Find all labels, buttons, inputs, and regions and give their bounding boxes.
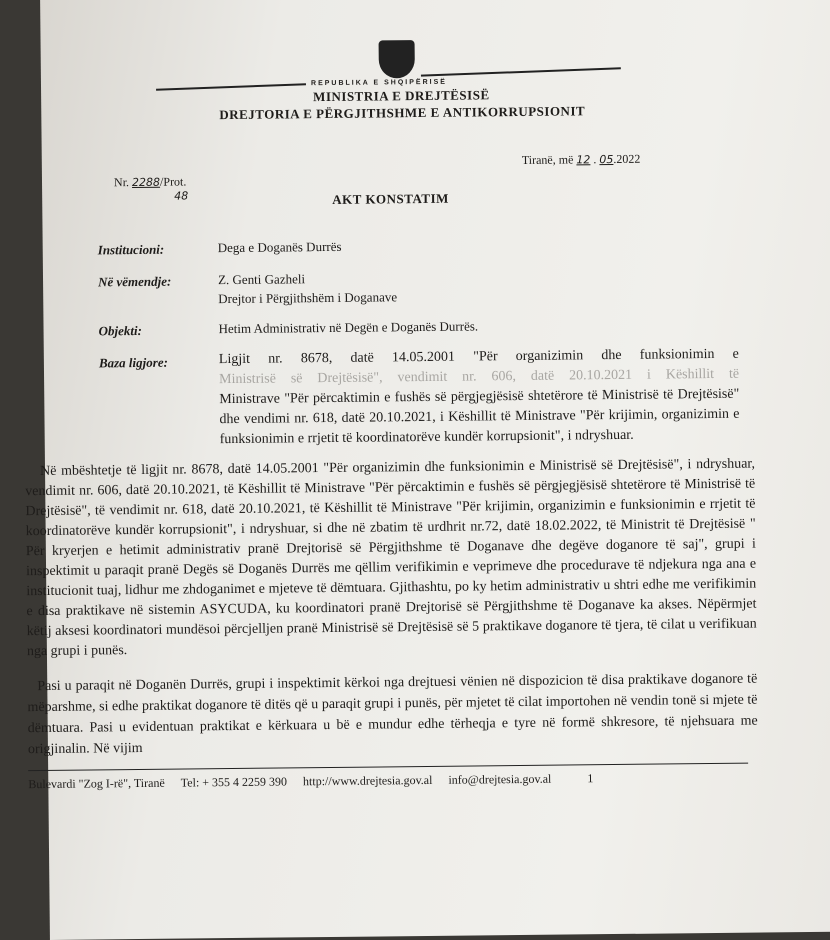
page-number: 1: [587, 771, 594, 786]
ministry-name: MINISTRIA E DREJTËSISË: [313, 87, 490, 105]
field-value-attention-title: Drejtor i Përgjithshëm i Doganave: [218, 289, 398, 307]
date-year: .2022: [613, 151, 641, 167]
field-value-attention-name: Z. Genti Gazheli: [217, 271, 306, 288]
directorate-name: DREJTORIA E PËRGJITHSHME E ANTIKORRUPSIONIT: [219, 103, 586, 123]
legal-basis-label: Baza ligjore:: [98, 354, 168, 371]
legal-basis: [24, 345, 755, 453]
header-rule-left: [156, 83, 306, 90]
legal-basis-line1: Ligjit nr. 8678, datë 14.05.2001 "Për organizimin dhe funksionimin e: [218, 346, 739, 368]
republic-text: REPUBLIKA E SHQIPËRISË: [310, 78, 447, 88]
legal-basis-line2: Ministrisë së Drejtësisë", vendimit nr. 606, datë 20.10.2021 i Këshillit të: [219, 366, 740, 388]
nr-sub: 48: [174, 189, 189, 203]
nr-prefix: Nr.: [113, 175, 130, 190]
document-body: [24, 345, 759, 793]
prot-label: /Prot.: [159, 174, 187, 189]
legal-basis-text: [219, 345, 740, 450]
date-month: 05: [599, 153, 614, 167]
nr-value: 2288: [131, 175, 161, 190]
body-paragraph-2: Pasi u paraqit në Doganën Durrës, grupi i inspektimit kërkoi nga drejtuesi vënien në dispozicion të disa praktikave doganore të mëparshme, si edhe praktikat doganore të ditës që u paraqit grupi i punës, për mjetet të cilat importohen në vendin tonë si mjete të dëmtuara. Pasi u evidentuan praktikat e kërkuara u bë e mundur edhe tërheqja e tyre në formë shkresore, të njehsuara me origjinalin. Në vijim: [27, 671, 758, 758]
footer-tel: Tel: + 355 4 2259 390: [180, 774, 288, 790]
protocol-number: [114, 174, 188, 203]
field-value-institution: Dega e Doganës Durrës: [217, 238, 342, 256]
field-label-object: Objekti:: [98, 322, 142, 339]
place-date: Tiranë, më 12 . 05.2022: [521, 151, 641, 167]
footer: [28, 770, 758, 793]
document-title: AKT KONSTATIM: [332, 190, 449, 207]
header-rule-right: [421, 67, 621, 76]
body-paragraph-1: Në mbështetje të ligjit nr. 8678, datë 14.05.2001 "Për organizimin dhe funksionimin e Ministrisë së Drejtësisë", i ndryshuar, vendimit nr. 606, datë 20.10.2021, të Këshillit të Ministrave "Për përcaktimin e fushës së përgjegjësisë shtetërore të Ministrisë të Drejtësisë", të vendimit nr. 618, datë 20.10.2021, të Këshillit të Ministrave "Për krijimin, organizimin e funksionimin e rrjetit të koordinatorëve kundër korrupsionit", i ndryshuar, si dhe në zbatim të urdhrit nr.72, datë 18.02.2022, të Ministrit të Drejtësisë " Për kryerjen e hetimit administrativ pranë Drejtorisë së Përgjithshme të Doganave dhe degëve doganore të saj", grupi i inspektimit u paraqit pranë Degës së Doganës Durrës me qëllim verifikimin e veprimeve dhe procedurave të ndjekura nga ana e institucionit tuaj, lidhur me zhdoganimet e mjeteve të dëmtuara. Gjithashtu, po ky hetim administrativ u shtri edhe me verifikimin e disa praktikave në sistemin ASYCUDA, ku koordinatori pranë Drejtorisë së Përgjithshme të Doganave ka akses. Nëpërmjet këtij aksesi koordinatori mundësoi përcjelljen pranë Ministrisë së Drejtësisë së 5 praktikave doganore të tjera, të cilat u verifikuan nga grupi i punës.: [25, 456, 757, 660]
footer-address: Bulevardi "Zog I-rë", Tiranë: [28, 775, 165, 792]
footer-website-link[interactable]: http://www.drejtesia.gov.al: [302, 772, 433, 789]
coat-of-arms-icon: [379, 40, 415, 78]
footer-email-link[interactable]: info@drejtesia.gov.al: [448, 771, 552, 787]
place-date-prefix: Tiranë, më: [521, 152, 574, 167]
legal-basis-rest: Ministrave "Për përcaktimin e fushës së përgjegjësisë shtetërore të Ministrisë të Drejtësisë" dhe vendimi nr. 618, datë 20.10.2021, i Këshillit të Ministrave "Për krijimin, organizimin e funksionimin e rrjetit të koordinatorëve kundër korrupsionit", i ndryshuar.: [219, 386, 740, 448]
field-label-institution: Institucioni:: [97, 241, 165, 258]
field-label-attention: Në vëmendje:: [97, 273, 172, 290]
field-value-object: Hetim Administrativ në Degën e Doganës Durrës.: [218, 318, 479, 337]
date-day: 12: [576, 153, 591, 167]
document-page: [25, 0, 830, 940]
